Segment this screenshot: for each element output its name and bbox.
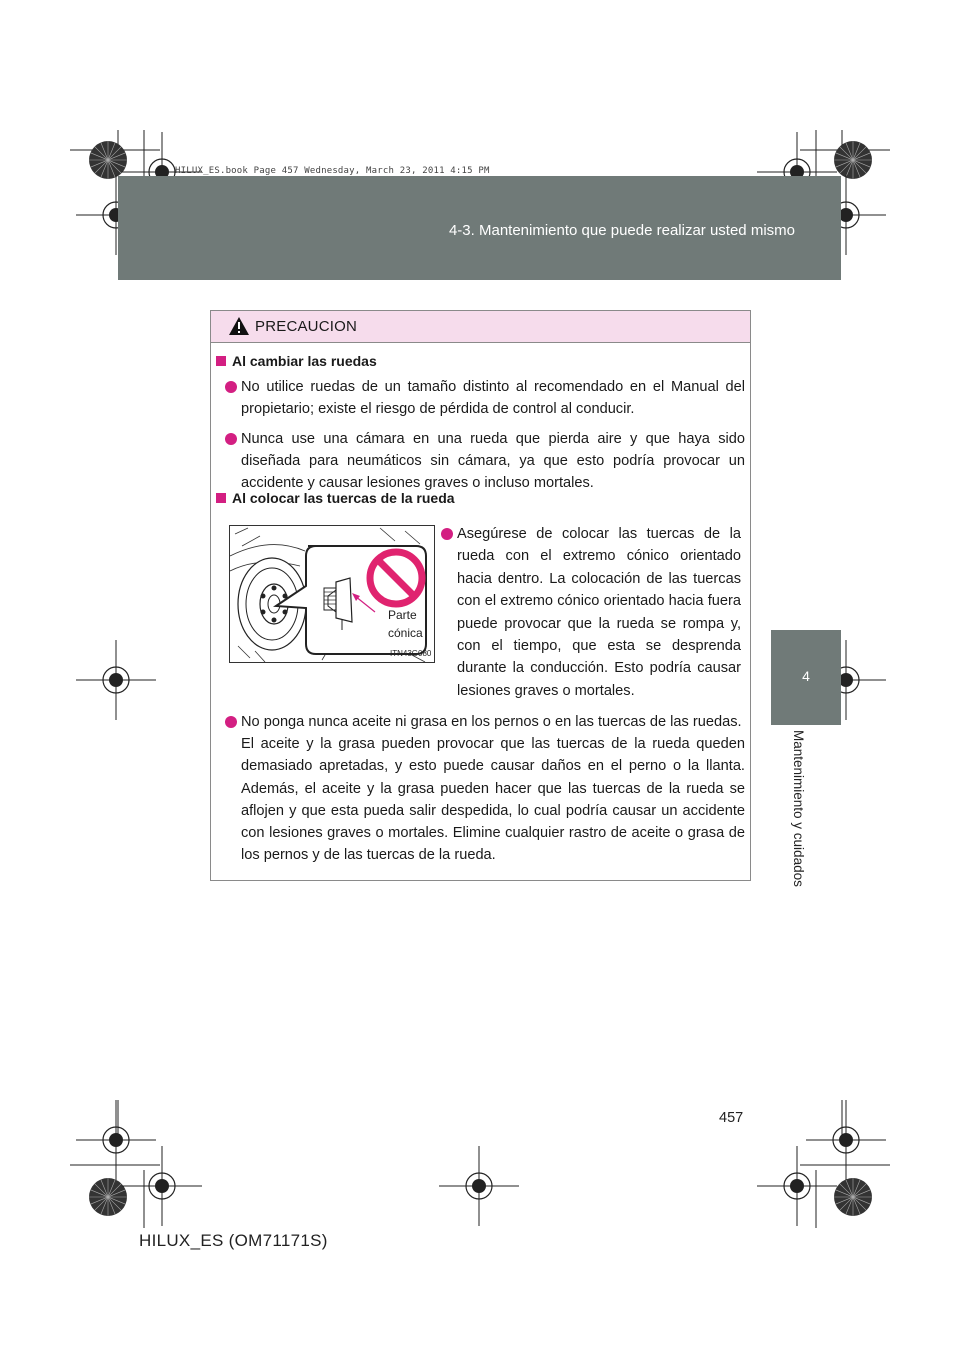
round-bullet-icon [225, 433, 237, 445]
chapter-title: Mantenimiento y cuidados [791, 730, 806, 887]
bullet-nut-orientation: Asegúrese de colocar las tuercas de la rueda con el extremo cónico orientado hacia dentro. La colocación de las tuercas con el extremo cónico orientado hacia fuera puede provocar que la rueda se rompa y, con el tiempo, que esta se desprenda durante la conducción. Esto podría causar lesiones graves o mortales. [441, 523, 741, 702]
section-title: 4-3. Mantenimiento que puede realizar usted mismo [448, 222, 795, 239]
caution-title: PRECAUCION [255, 318, 358, 335]
chapter-tab [771, 630, 841, 725]
book-stamp: HILUX_ES.book Page 457 Wednesday, March 23, 2011 4:15 PM [175, 166, 490, 176]
page-number: 457 [719, 1110, 744, 1126]
caution-header [211, 311, 750, 343]
section-heading-wheel-nuts: Al colocar las tuercas de la rueda [216, 490, 455, 506]
bullet-no-oil-grease: No ponga nunca aceite ni grasa en los pernos o en las tuercas de las ruedas. El aceite y la grasa pueden provocar que las tuercas de la rueda queden demasiado apretadas, y esto puede causar daños en el perno o la llanta. Además, el aceite y la grasa pueden hacer que las tuercas de la rueda se aflojen y que esta pueda salir despedida, lo cual podría causar un accidente con lesiones graves o mortales. Elimine cualquier rastro de aceite o grasa de los pernos y de las tuercas de la rueda. [225, 711, 745, 866]
figure-label-parte: Parte [388, 608, 417, 622]
wheel-nut-illustration [230, 526, 435, 663]
round-bullet-icon [441, 528, 453, 540]
section-header-band [118, 176, 841, 280]
chapter-title-vertical [791, 730, 816, 900]
bullet-wheel-size: No utilice ruedas de un tamaño distinto al recomendado en el Manual del propietario; existe el riesgo de pérdida de control al conducir. [225, 376, 745, 420]
warning-triangle-icon [228, 316, 250, 336]
caution-box [210, 310, 751, 881]
square-bullet-icon [216, 493, 226, 503]
bullet-inner-tube: Nunca use una cámara en una rueda que pierda aire y que haya sido diseñada para neumáticos sin cámara, ya que esto podría provocar un accidente y causar lesiones graves o incluso mortales. [225, 428, 745, 495]
figure-code: ITN43G080 [390, 649, 432, 658]
round-bullet-icon [225, 716, 237, 728]
square-bullet-icon [216, 356, 226, 366]
footer-model: HILUX_ES (OM71171S) [139, 1231, 328, 1250]
section-heading-changing-wheels: Al cambiar las ruedas [216, 353, 377, 369]
wheel-nut-figure [229, 525, 435, 663]
round-bullet-icon [225, 381, 237, 393]
chapter-number: 4 [802, 668, 810, 684]
figure-label-conica: cónica [388, 626, 423, 640]
